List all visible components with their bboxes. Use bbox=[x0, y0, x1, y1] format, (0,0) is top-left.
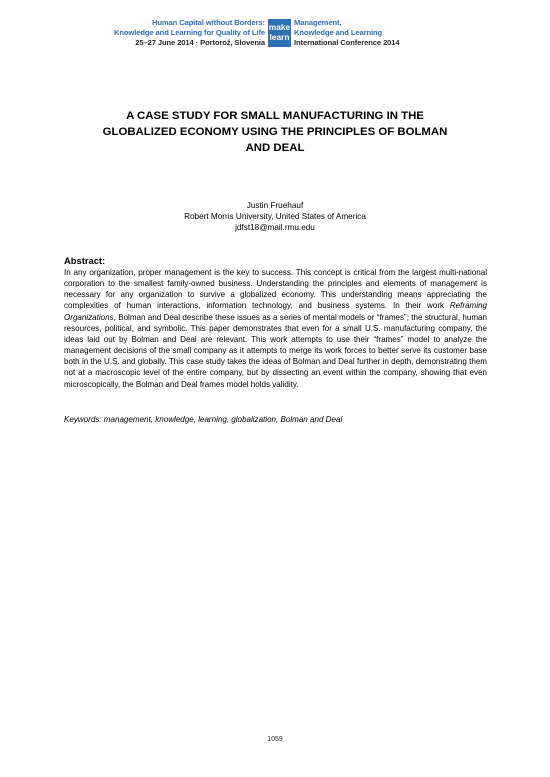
title-line-2: GLOBALIZED ECONOMY USING THE PRINCIPLES OF BOLMAN bbox=[102, 126, 448, 138]
abstract-book-title: Reframing Organizations bbox=[64, 301, 487, 322]
author-name: Justin Fruehauf bbox=[246, 201, 304, 210]
make-learn-logo bbox=[268, 19, 291, 47]
abstract-text-part-2: , Bolman and Deal describe these issues as a series of mental models or “frames”; the structural, human resources, political, and symbolic. This paper demonstrates that even for a small U.S. manufacturing company, the ideas laid out by Bolman and Deal are relevant. This work attempts to use their “frames” model to analyze the management decisions of the small company as it attempts to merge its work forces to better serve its customer base both in the U.S. and globally. This case study takes the ideas of Bolman and Deal further in depth, demonstrating them not at a macroscopic level of the entire company, but by dissecting an event within the company, showing that even microscopically, the Bolman and Deal frames model holds validity. bbox=[64, 312, 487, 389]
logo-text-top: make bbox=[268, 22, 291, 32]
header-left-line-1: Human Capital without Borders: bbox=[151, 18, 265, 27]
title-line-1: A CASE STUDY FOR SMALL MANUFACTURING IN THE bbox=[126, 110, 424, 122]
header-right-line-2: Knowledge and Learning bbox=[294, 28, 383, 38]
keywords-line: Keywords: management, knowledge, learning, globalization, Bolman and Deal bbox=[64, 415, 343, 424]
conference-header bbox=[0, 18, 550, 60]
paper-title bbox=[60, 108, 490, 156]
page-number: 1059 bbox=[267, 736, 283, 743]
header-left-line-3: 25–27 June 2014 · Portorož, Slovenia bbox=[135, 38, 265, 48]
conference-title-left bbox=[114, 18, 265, 49]
abstract-text-part-1: In any organization, proper management is the key to success. This concept is critical from the largest multi-national corporation to the smallest family-owned business. Understanding the principles and elements of management is necessary for any organization to survive a globalized economy. This understanding means appreciating the complexities of human interactions, information technology, and business systems. In their work bbox=[64, 268, 487, 311]
author-affiliation: Robert Morris University, United States of America bbox=[184, 212, 366, 222]
abstract-body bbox=[64, 267, 487, 390]
header-right-line-3: International Conference 2014 bbox=[294, 38, 400, 48]
author-block bbox=[60, 200, 490, 234]
title-line-3: AND DEAL bbox=[245, 142, 305, 154]
logo-text-bottom: learn bbox=[269, 32, 290, 42]
author-email: jdfst18@mail.rmu.edu bbox=[235, 223, 315, 233]
header-right-line-1: Management, bbox=[294, 18, 342, 27]
conference-title-right bbox=[294, 18, 400, 49]
header-left-line-2: Knowledge and Learning for Quality of Life bbox=[113, 28, 265, 38]
abstract-heading: Abstract: bbox=[64, 255, 106, 266]
